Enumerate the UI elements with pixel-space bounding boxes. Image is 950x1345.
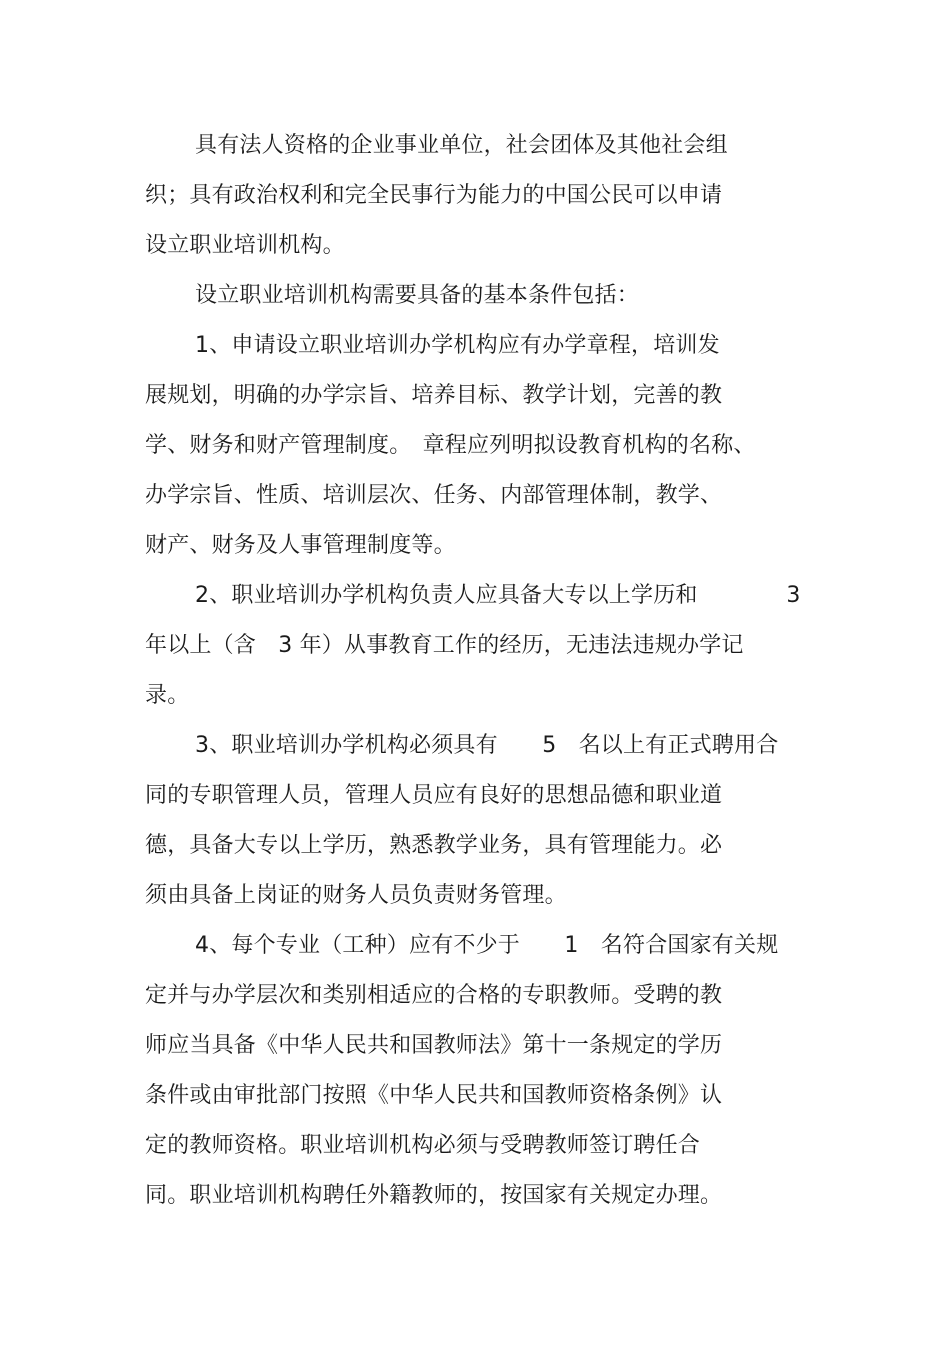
item-3-line-4: 须由具备上岗证的财务人员负责财务管理。	[145, 883, 567, 908]
item-1-line-3: 学、财务和财产管理制度。 章程应列明拟设教育机构的名称、	[145, 433, 756, 458]
item-4-line-2: 定并与办学层次和类别相适应的合格的专职教师。受聘的教	[145, 983, 723, 1008]
paragraph-2-line-1: 设立职业培训机构需要具备的基本条件包括：	[195, 283, 640, 308]
item-3-line-1: 3、职业培训办学机构必须具有 5 名以上有正式聘用合	[195, 733, 779, 758]
item-4-line-1: 4、每个专业（工种）应有不少于 1 名符合国家有关规	[195, 933, 779, 958]
item-3-line-2: 同的专职管理人员，管理人员应有良好的思想品德和职业道	[145, 783, 723, 808]
paragraph-1-line-1: 具有法人资格的企业事业单位，社会团体及其他社会组	[195, 133, 728, 158]
item-4-line-4: 条件或由审批部门按照《中华人民共和国教师资格条例》认	[145, 1083, 723, 1108]
paragraph-1-line-3: 设立职业培训机构。	[145, 233, 345, 258]
paragraph-1-line-2: 织；具有政治权利和完全民事行为能力的中国公民可以申请	[145, 183, 723, 208]
item-4-line-3: 师应当具备《中华人民共和国教师法》第十一条规定的学历	[145, 1033, 723, 1058]
item-3-line-3: 德，具备大专以上学历，熟悉教学业务，具有管理能力。必	[145, 833, 723, 858]
item-1-line-4: 办学宗旨、性质、培训层次、任务、内部管理体制，教学、	[145, 483, 723, 508]
item-4-line-6: 同。职业培训机构聘任外籍教师的，按国家有关规定办理。	[145, 1183, 723, 1208]
item-2-line-3: 录。	[145, 683, 190, 708]
item-1-line-1: 1、申请设立职业培训办学机构应有办学章程，培训发	[195, 333, 720, 358]
item-2-line-2: 年以上（含 3 年）从事教育工作的经历，无违法违规办学记	[145, 633, 744, 658]
item-1-line-2: 展规划，明确的办学宗旨、培养目标、教学计划，完善的教	[145, 383, 723, 408]
item-2-line-1: 2、职业培训办学机构负责人应具备大专以上学历和 3	[195, 583, 801, 608]
item-1-line-5: 财产、财务及人事管理制度等。	[145, 533, 456, 558]
item-4-line-5: 定的教师资格。职业培训机构必须与受聘教师签订聘任合	[145, 1133, 701, 1158]
